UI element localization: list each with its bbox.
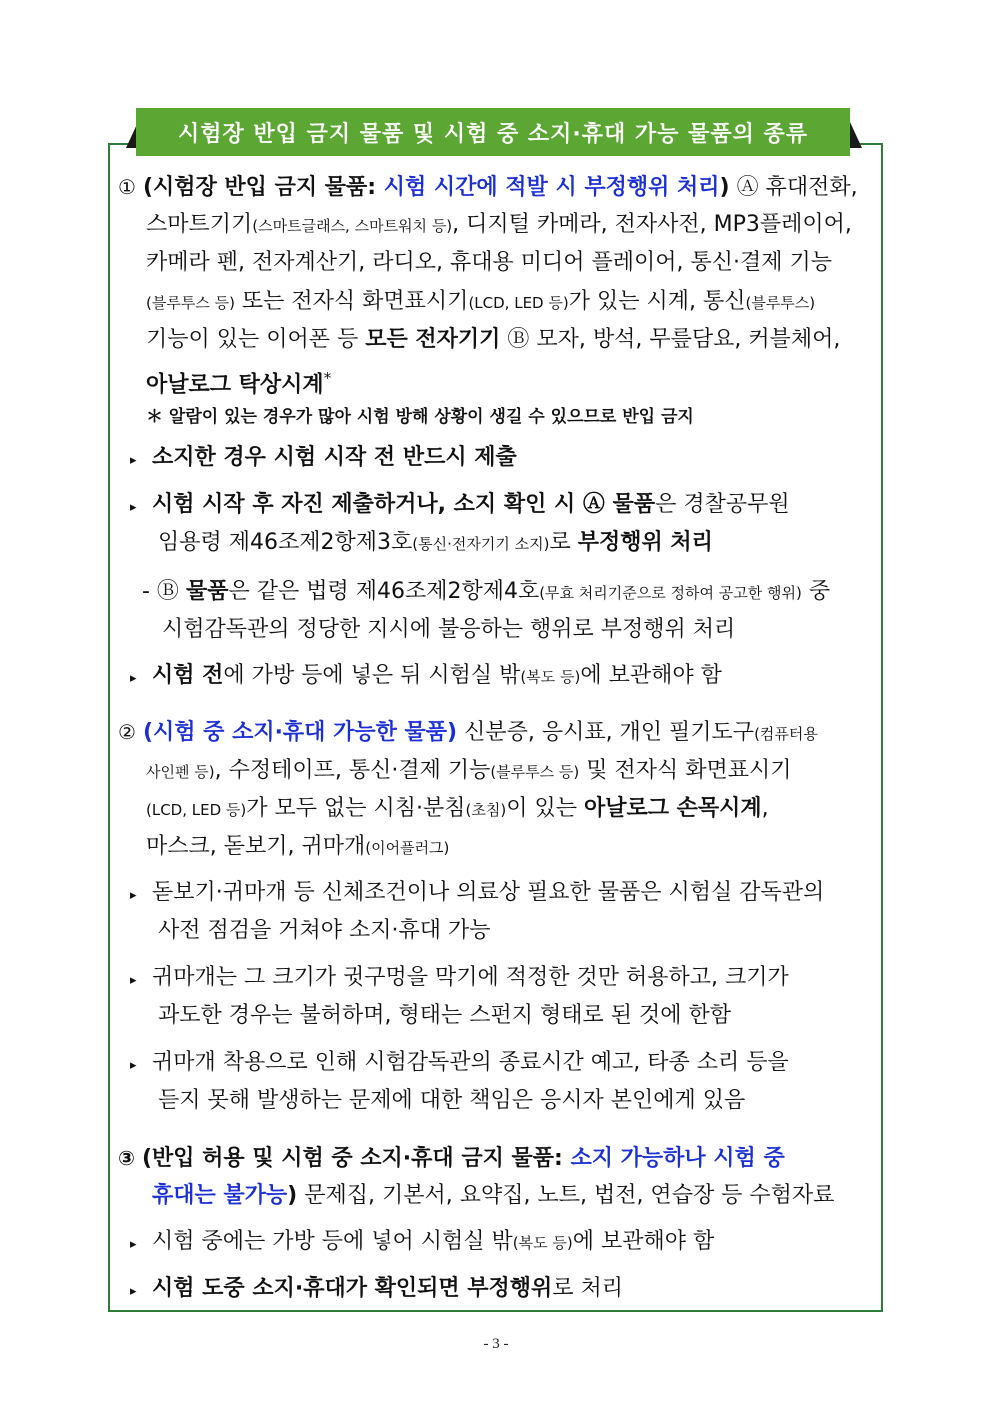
s1-b2-l2-bold: 부정행위 처리 — [577, 530, 713, 555]
s1-l2-small: (스마트글래스, 스마트워치 등) — [252, 217, 453, 235]
s1-b2-rest: 은 경찰공무원 — [655, 492, 790, 517]
s2-l2-small2: (블루투스 등) — [490, 763, 580, 781]
s2-l3-b: 이 있는 — [506, 796, 584, 821]
s1-l4-small2: (LCD, LED 등) — [468, 294, 569, 312]
s1-b3-b: 에 보관해야 함 — [580, 663, 722, 688]
s2-b2-l1: 귀마개는 그 크기가 귓구멍을 막기에 적정한 것만 허용하고, 크기가 — [152, 965, 789, 990]
s1-l5-bold: 모든 전자기기 — [365, 327, 501, 352]
s2-l2-b: 및 전자식 화면표시기 — [579, 758, 792, 783]
s1-bullet-2 — [130, 490, 790, 523]
s2-bullet-3-line-2: 듣지 못해 발생하는 문제에 대한 책임은 응시자 본인에게 있음 — [158, 1088, 746, 1113]
s1-l6-bold: 아날로그 탁상시계 — [146, 372, 324, 398]
s3-line-1 — [118, 1143, 785, 1174]
s1-b2-l2-small: (통신·전자기기 소지) — [412, 535, 550, 553]
s1-line-2 — [146, 210, 852, 241]
bullet-icon: ▸ — [130, 671, 137, 686]
s3-head-highlight-2: 휴대는 불가능 — [152, 1183, 288, 1208]
s2-line-1 — [118, 717, 818, 749]
s2-bullet-3 — [130, 1048, 789, 1081]
s1-line-1 — [118, 172, 858, 203]
s1-l4-small1: (블루투스 등) — [146, 294, 235, 312]
s2-l4-small: (이어플러그) — [365, 839, 450, 857]
s2-b1-l1: 돋보기·귀마개 등 신체조건이나 의료상 필요한 물품은 시험실 감독관의 — [152, 880, 825, 905]
s3-head-close: ) — [287, 1183, 298, 1208]
s1-b2-bold: 시험 시작 후 자진 제출하거나, 소지 확인 시 Ⓐ 물품 — [152, 492, 656, 517]
s2-l3-small1: (LCD, LED 등) — [146, 801, 247, 819]
s2-l2-a: , 수정테이프, 통신·결제 기능 — [214, 758, 491, 783]
s3-line-2 — [152, 1181, 834, 1211]
s1-note: ＊ 알람이 있는 경우가 많아 시험 방해 상황이 생길 수 있으므로 반입 금지 — [146, 407, 694, 427]
s1-head-highlight: 시험 시간에 적발 시 부정행위 처리 — [383, 175, 720, 200]
s1-dash-bold: 물품 — [185, 579, 229, 604]
s2-bullet-2-line-2: 과도한 경우는 불허하며, 형태는 스펀지 형태로 된 것에 한함 — [158, 1003, 731, 1028]
s2-bullet-1 — [130, 878, 824, 911]
s1-l2-a: 스마트기기 — [146, 212, 253, 237]
s1-head-open: (시험장 반입 금지 물품: — [142, 175, 384, 200]
s3-b1-small: (복도 등) — [512, 1234, 573, 1252]
s1-bullet-2-line-2 — [158, 528, 713, 559]
s1-line-6 — [146, 363, 331, 400]
s1-a-mark: Ⓐ — [736, 175, 759, 200]
s3-bullet-2 — [130, 1274, 623, 1307]
s1-dash — [142, 577, 830, 608]
section-number-2: ② — [118, 720, 136, 744]
s2-l3-small2: (초침) — [465, 801, 507, 819]
s2-line-3 — [146, 794, 769, 825]
s1-l4-small3: (블루투스) — [745, 294, 816, 312]
bullet-icon: ▸ — [130, 1284, 137, 1299]
s2-b3-l1: 귀마개 착용으로 인해 시험감독관의 종료시간 예고, 타종 소리 등을 — [152, 1050, 789, 1075]
bullet-icon: ▸ — [130, 1058, 137, 1073]
s2-l1-small: (컴퓨터용 — [754, 725, 818, 743]
s1-l2-b: , 디지털 카메라, 전자사전, MP3플레이어, — [452, 212, 852, 237]
s1-b3-bold: 시험 전 — [152, 663, 224, 688]
bullet-icon: ▸ — [130, 1237, 137, 1252]
banner-shadow-right — [850, 122, 862, 148]
s2-head-highlight: (시험 중 소지·휴대 가능한 물품) — [142, 720, 458, 745]
s1-dash-small: (무효 처리기준으로 정하여 공고한 행위) — [539, 584, 802, 602]
s1-l4-b: 가 있는 시계, 통신 — [568, 289, 746, 314]
bullet-icon: ▸ — [130, 973, 137, 988]
title-banner — [126, 108, 862, 160]
s1-b3-small: (복도 등) — [520, 668, 581, 686]
s2-l3-a: 가 모두 없는 시침·분침 — [246, 796, 466, 821]
page-number: - 3 - — [483, 1336, 509, 1352]
s1-b2-l2-b: 로 — [549, 530, 578, 555]
section-number-3: ③ — [118, 1146, 135, 1170]
bullet-icon: ▸ — [130, 500, 137, 515]
s3-head-bold: (반입 허용 및 시험 중 소지·휴대 금지 물품: — [141, 1146, 571, 1171]
s1-b3-a: 에 가방 등에 넣은 뒤 시험실 밖 — [223, 663, 521, 688]
s1-dash-a: - Ⓑ — [142, 579, 186, 604]
s2-l1-a: 신분증, 응시표, 개인 필기도구 — [457, 720, 755, 745]
s1-dash-c: 중 — [801, 579, 831, 604]
s2-l3-c: , — [761, 796, 769, 821]
s3-b1-a: 시험 중에는 가방 등에 넣어 시험실 밖 — [152, 1229, 513, 1254]
s1-line-5 — [146, 325, 840, 355]
s1-l4-a: 또는 전자식 화면표시기 — [234, 289, 469, 314]
s1-b2-l2-a: 임용령 제46조제2항제3호 — [158, 530, 413, 555]
s1-bullet-1 — [130, 443, 517, 476]
s1-dash-b: 은 같은 법령 제46조제2항제4호 — [228, 579, 540, 604]
s1-head-close: ) — [719, 175, 730, 200]
s1-l1-tail: 휴대전화, — [758, 175, 858, 200]
s1-l5-b: Ⓑ 모자, 방석, 무릎담요, 커블체어, — [500, 327, 841, 352]
s1-b1-text: 소지한 경우 시험 시작 전 반드시 제출 — [152, 445, 517, 470]
bullet-icon: ▸ — [130, 453, 137, 468]
s1-line-3: 카메라 펜, 전자계산기, 라디오, 휴대용 미디어 플레이어, 통신·결제 기능 — [146, 250, 832, 275]
s2-l2-small1: 사인펜 등) — [146, 763, 215, 781]
s3-b1-b: 에 보관해야 함 — [572, 1229, 715, 1254]
section-number-1: ① — [118, 175, 136, 199]
s3-b2-rest: 로 처리 — [552, 1276, 624, 1301]
s1-bullet-3 — [130, 661, 722, 694]
bullet-icon: ▸ — [130, 888, 137, 903]
s2-line-4 — [146, 832, 449, 863]
s2-bullet-2 — [130, 963, 789, 996]
s2-line-2 — [146, 756, 792, 787]
s1-line-4 — [146, 287, 815, 318]
s3-head-highlight-1: 소지 가능하나 시험 중 — [570, 1146, 785, 1171]
s1-l5-a: 기능이 있는 이어폰 등 — [146, 327, 366, 352]
s2-l3-bold: 아날로그 손목시계 — [583, 796, 762, 821]
s2-l4-a: 마스크, 돋보기, 귀마개 — [146, 834, 366, 859]
s1-l6-star: * — [323, 369, 332, 387]
page-title: 시험장 반입 금지 물품 및 시험 중 소지·휴대 가능 물품의 종류 — [136, 108, 850, 156]
s2-bullet-1-line-2: 사전 점검을 거쳐야 소지·휴대 가능 — [158, 918, 491, 943]
s3-bullet-1 — [130, 1227, 714, 1260]
s3-b2-bold: 시험 도중 소지·휴대가 확인되면 부정행위 — [152, 1276, 553, 1301]
s3-l2-rest: 문제집, 기본서, 요약집, 노트, 법전, 연습장 등 수험자료 — [297, 1183, 835, 1208]
s1-dash-line-2: 시험감독관의 정당한 지시에 불응하는 행위로 부정행위 처리 — [162, 617, 736, 642]
